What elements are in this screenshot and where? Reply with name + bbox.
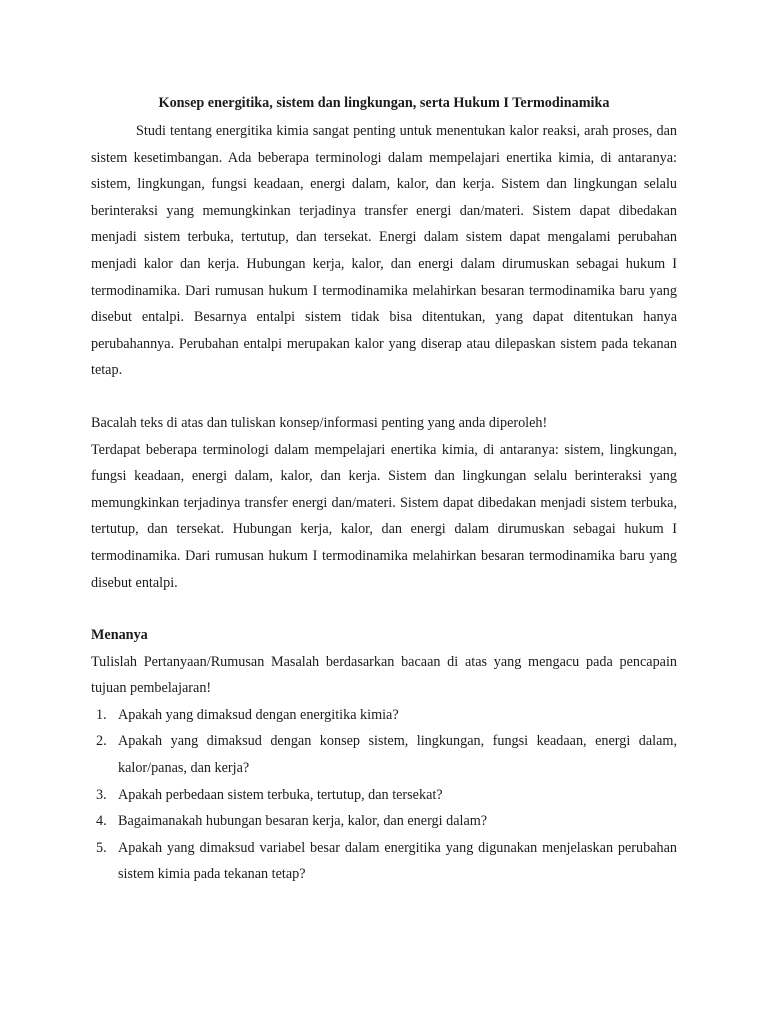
section-instruction: Tulislah Pertanyaan/Rumusan Masalah berdasarkan bacaan di atas yang mengacu pada pencapain tujuan pembelajaran! [91,653,677,697]
list-item-number: 2. [96,733,107,750]
reading-instruction: Bacalah teks di atas dan tuliskan konsep/informasi penting yang anda diperoleh! [91,414,548,431]
section-heading-menanya: Menanya [91,627,148,644]
list-item [91,782,677,809]
intro-paragraph: Studi tentang energitika kimia sangat penting untuk menentukan kalor reaksi, arah proses, dan sistem kesetimbangan. Ada beberapa terminologi dalam mempelajari enertika kimia, di antaranya: sistem, lingkungan, fungsi keadaan, energi dalam, kalor, dan kerja. Sistem dan lingkungan selalu berinteraksi yang memungkinkan terjadinya transfer energi dan/materi. Sistem dapat dibedakan menjadi sistem terbuka, tertutup, dan tersekat. Energi dalam sistem dapat mengalami perubahan menjadi kalor dan kerja. Hubungan kerja, kalor, dan energi dalam dirumuskan sebagai hukum I termodinamika. Dari rumusan hukum I termodinamika melahirkan besaran termodinamika baru yang disebut entalpi. Besarnya entalpi sistem tidak bisa ditentukan, yang dapat ditentukan hanya perubahannya. Perubahan entalpi merupakan kalor yang diserap atau dilepaskan sistem pada tekanan tetap. [91,123,677,379]
list-item [91,728,677,781]
list-item-number: 3. [96,786,107,803]
list-item-text: Bagaimanakah hubungan besaran kerja, kalor, dan energi dalam? [118,813,488,830]
document-title: Konsep energitika, sistem dan lingkungan, serta Hukum I Termodinamika [158,95,610,111]
question-list [91,702,677,888]
list-item [91,835,677,888]
list-item-number: 4. [96,813,107,830]
list-item [91,808,677,835]
paragraph-gap [91,596,677,622]
list-item-number: 5. [96,839,107,856]
list-item-text: Apakah perbedaan sistem terbuka, tertutup, dan tersekat? [118,786,443,803]
list-item-text: Apakah yang dimaksud dengan energitika kimia? [118,706,399,723]
list-item-text: Apakah yang dimaksud dengan konsep sistem, lingkungan, fungsi keadaan, energi dalam, kalor/panas, dan kerja? [118,733,677,777]
list-item-number: 1. [96,706,107,723]
list-item [91,702,677,729]
list-item-text: Apakah yang dimaksud variabel besar dalam energitika yang digunakan menjelaskan perubahan sistem kimia pada tekanan tetap? [118,839,677,883]
paragraph-gap [91,384,677,410]
answer-paragraph: Terdapat beberapa terminologi dalam mempelajari enertika kimia, di antaranya: sistem, lingkungan, fungsi keadaan, energi dalam, kalor, dan kerja. Sistem dan lingkungan selalu berinteraksi yang memungkinkan terjadinya transfer energi dan/materi. Sistem dapat dibedakan menjadi sistem terbuka, tertutup, dan tersekat. Hubungan kerja, kalor, dan energi dalam dirumuskan sebagai hukum I termodinamika. Dari rumusan hukum I termodinamika melahirkan besaran termodinamika baru yang disebut entalpi. [91,441,677,591]
